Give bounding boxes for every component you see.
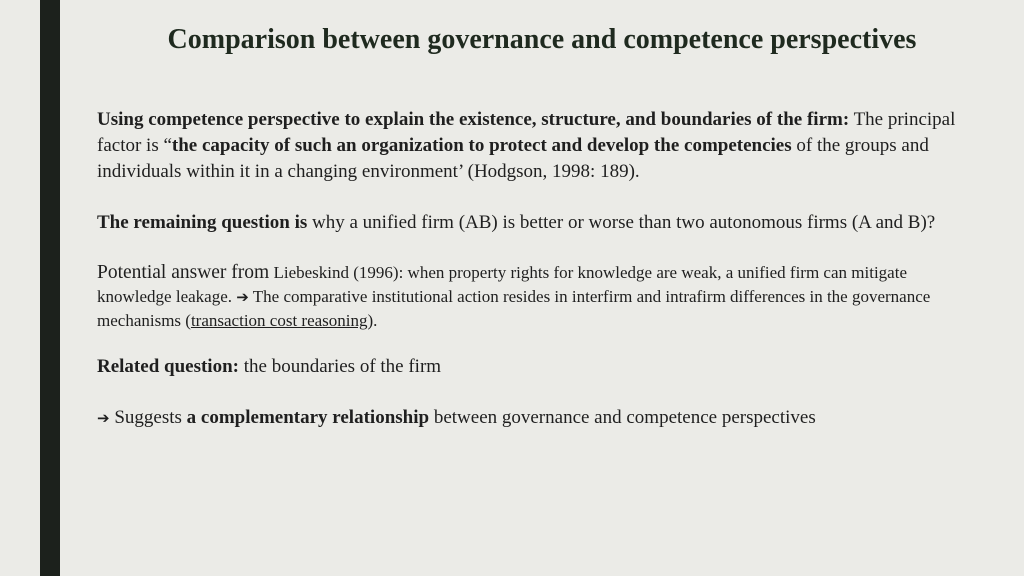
paragraph-competence-perspective — [97, 107, 957, 185]
paragraph-text: the boundaries of the firm — [238, 355, 442, 377]
paragraph-heading: Using competence perspective to explain the existence, structure, and boundaries of the firm: — [97, 109, 850, 130]
slide-title: Comparison between governance and competence perspectives — [167, 24, 917, 55]
paragraph-remaining-question — [97, 210, 957, 236]
underlined-term: transaction cost reasoning — [190, 311, 368, 330]
arrow-right-icon: ➔ — [97, 408, 110, 427]
paragraph-text: between governance and competence perspectives — [429, 406, 816, 428]
left-accent-bar — [40, 0, 60, 576]
paragraph-lead: Related question: — [97, 355, 239, 377]
slide-body — [97, 107, 957, 431]
paragraph-text: Suggests — [109, 406, 187, 428]
paragraph-lead: Potential answer from — [97, 262, 270, 283]
paragraph-text: Liebeskind (1996): when property rights for knowledge are weak, a unified firm can mitigate knowledge leakage. — [97, 263, 907, 306]
bold-phrase: a complementary relationship — [186, 406, 430, 428]
paragraph-suggests — [97, 405, 957, 431]
arrow-right-icon: ➔ — [236, 287, 249, 306]
paragraph-potential-answer — [97, 261, 957, 333]
paragraph-text: ). — [367, 311, 378, 330]
paragraph-related-question — [97, 354, 957, 380]
paragraph-text: why a unified firm (AB) is better or worse than two autonomous firms (A and B)? — [307, 212, 936, 233]
paragraph-lead: The remaining question is — [97, 212, 308, 233]
bold-quote: the capacity of such an organization to protect and develop the competencies — [171, 135, 792, 156]
paragraph-text: The comparative institutional action resides in interfirm and intrafirm differences in the governance mechanisms ( — [97, 286, 931, 330]
paragraph-text: The principal factor is “ — [97, 109, 956, 156]
paragraph-text: of the groups and individuals within it in a changing environment’ (Hodgson, 1998: 189). — [97, 135, 929, 182]
